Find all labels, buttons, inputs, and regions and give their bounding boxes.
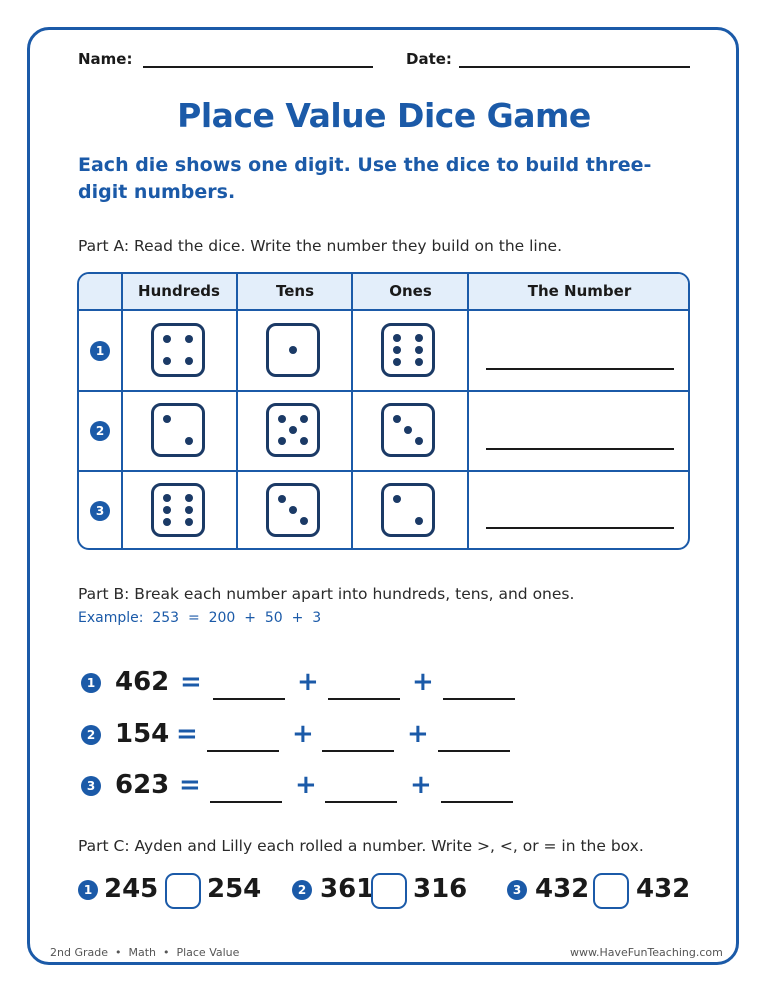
item-number: 1 (78, 880, 98, 900)
plus-sign: + (412, 667, 434, 697)
die-pip (289, 506, 297, 514)
die-pip (185, 494, 193, 502)
die-pip (163, 415, 171, 423)
die-pip (393, 334, 401, 342)
die-pip (415, 358, 423, 366)
die-ones (381, 403, 435, 457)
plus-sign: + (297, 667, 319, 697)
plus-sign: + (407, 719, 429, 749)
die-pip (278, 495, 286, 503)
die-pip (185, 506, 193, 514)
compare-box[interactable] (371, 873, 407, 909)
die-pip (163, 506, 171, 514)
number-value: 623 (115, 770, 170, 800)
intro-text: Each die shows one digit. Use the dice to build three-digit numbers. (78, 154, 652, 203)
lilly-number: 316 (413, 874, 468, 904)
part-b-example: Example: 253 = 200 + 50 + 3 (78, 610, 322, 626)
die-pip (300, 437, 308, 445)
date-label: Date: (406, 50, 452, 68)
col-hundreds: Hundreds (138, 282, 220, 300)
page-title: Place Value Dice Game (177, 96, 591, 135)
ayden-number: 432 (535, 874, 590, 904)
die-hundreds (151, 323, 205, 377)
die-hundreds (151, 483, 205, 537)
die-pip (185, 437, 193, 445)
ones-blank[interactable] (441, 801, 513, 803)
ones-blank[interactable] (438, 750, 510, 752)
equals-sign: = (180, 667, 202, 697)
row-number: 3 (90, 501, 110, 521)
plus-sign: + (410, 770, 432, 800)
col-the-number: The Number (527, 282, 632, 300)
plus-sign: + (292, 719, 314, 749)
tens-blank[interactable] (328, 698, 400, 700)
die-pip (289, 426, 297, 434)
name-label: Name: (78, 50, 133, 68)
hundreds-blank[interactable] (210, 801, 282, 803)
part-a-instruction: Part A: Read the dice. Write the number they build on the line. (78, 237, 563, 255)
row-number: 2 (90, 421, 110, 441)
footer-right: www.HaveFunTeaching.com (570, 946, 723, 959)
name-field[interactable] (143, 66, 373, 68)
col-ones: Ones (389, 282, 432, 300)
die-pip (415, 437, 423, 445)
ayden-number: 361 (320, 874, 375, 904)
die-pip (163, 335, 171, 343)
die-tens (266, 323, 320, 377)
tens-blank[interactable] (322, 750, 394, 752)
lilly-number: 432 (636, 874, 691, 904)
ayden-number: 245 (104, 874, 159, 904)
die-pip (393, 346, 401, 354)
compare-box[interactable] (165, 873, 201, 909)
compare-box[interactable] (593, 873, 629, 909)
die-pip (415, 517, 423, 525)
die-ones (381, 323, 435, 377)
die-pip (163, 518, 171, 526)
hundreds-blank[interactable] (213, 698, 285, 700)
dice-table (77, 272, 690, 550)
answer-line[interactable] (486, 527, 674, 529)
die-pip (393, 358, 401, 366)
die-pip (415, 334, 423, 342)
die-pip (300, 415, 308, 423)
item-number: 2 (292, 880, 312, 900)
number-value: 462 (115, 667, 170, 697)
part-c-instruction: Part C: Ayden and Lilly each rolled a number. Write >, <, or = in the box. (78, 837, 644, 855)
die-ones (381, 483, 435, 537)
row-number: 1 (90, 341, 110, 361)
hundreds-blank[interactable] (207, 750, 279, 752)
item-number: 2 (81, 725, 101, 745)
lilly-number: 254 (207, 874, 262, 904)
answer-line[interactable] (486, 448, 674, 450)
equals-sign: = (176, 719, 198, 749)
item-number: 3 (81, 776, 101, 796)
die-pip (185, 335, 193, 343)
die-pip (185, 357, 193, 365)
die-pip (404, 426, 412, 434)
equals-sign: = (179, 770, 201, 800)
tens-blank[interactable] (325, 801, 397, 803)
die-pip (163, 357, 171, 365)
die-pip (278, 415, 286, 423)
die-tens (266, 403, 320, 457)
die-pip (163, 494, 171, 502)
die-pip (393, 495, 401, 503)
die-pip (393, 415, 401, 423)
col-tens: Tens (275, 282, 315, 300)
die-pip (289, 346, 297, 354)
die-tens (266, 483, 320, 537)
answer-line[interactable] (486, 368, 674, 370)
number-value: 154 (115, 719, 170, 749)
part-b-instruction: Part B: Break each number apart into hundreds, tens, and ones. (78, 585, 575, 603)
die-hundreds (151, 403, 205, 457)
footer-left: 2nd Grade • Math • Place Value (50, 946, 240, 959)
plus-sign: + (295, 770, 317, 800)
item-number: 1 (81, 673, 101, 693)
date-field[interactable] (459, 66, 690, 68)
item-number: 3 (507, 880, 527, 900)
die-pip (185, 518, 193, 526)
ones-blank[interactable] (443, 698, 515, 700)
die-pip (415, 346, 423, 354)
die-pip (278, 437, 286, 445)
die-pip (300, 517, 308, 525)
